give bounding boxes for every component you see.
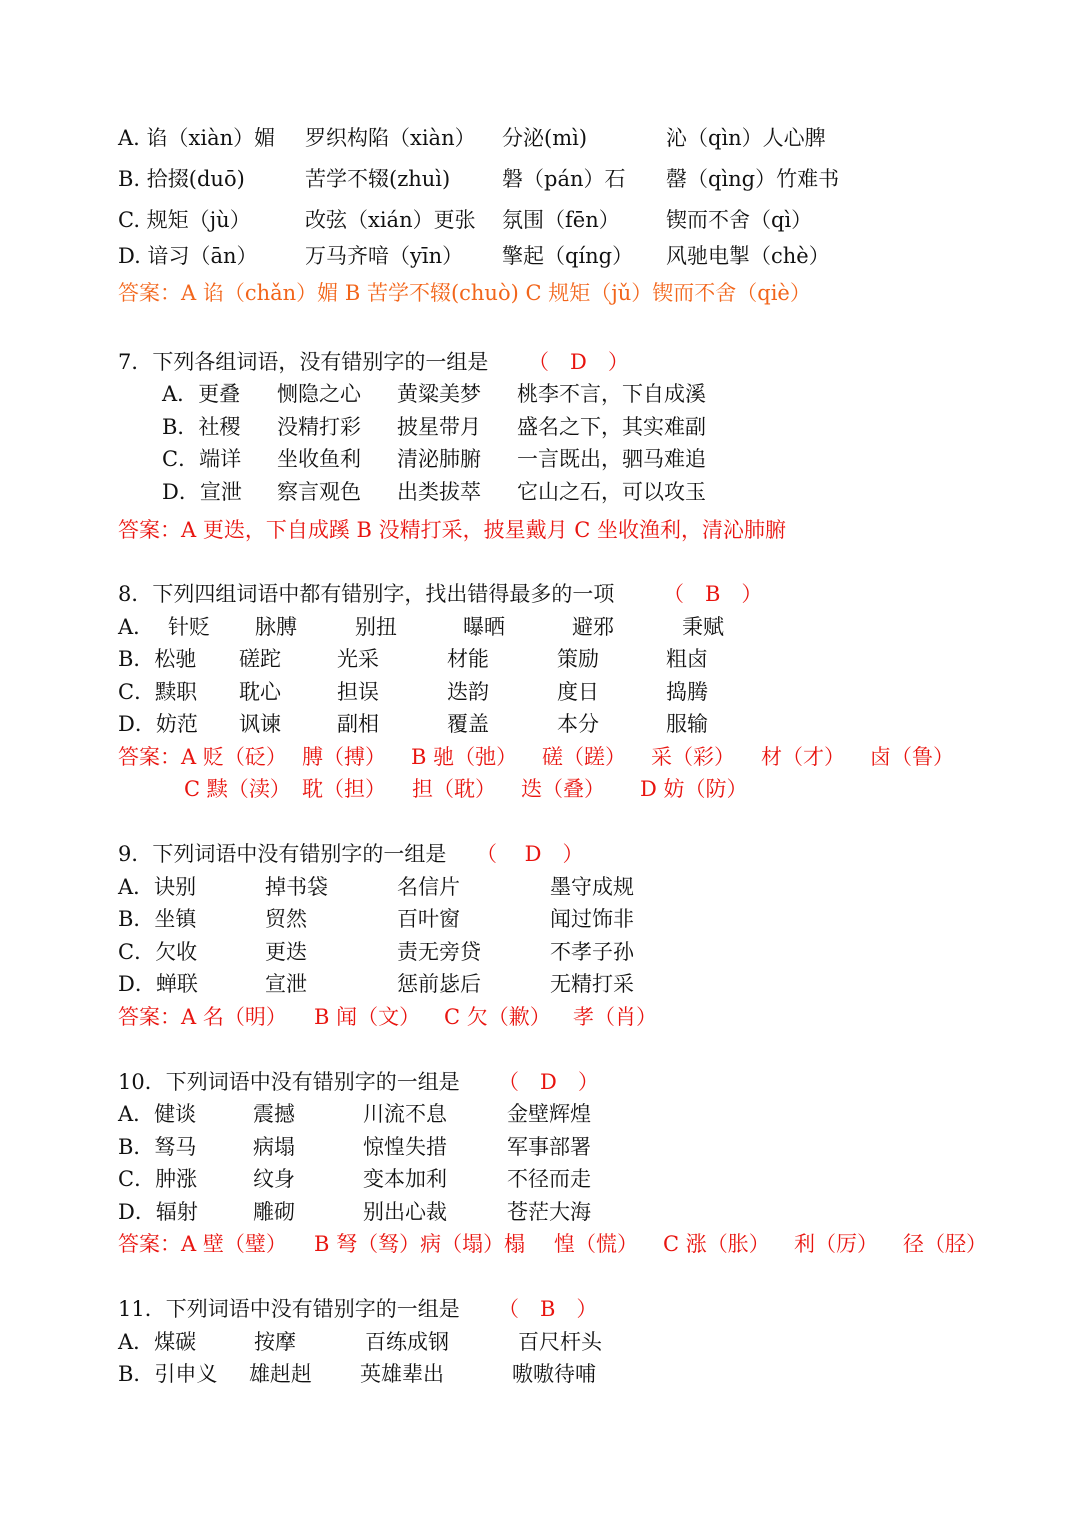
q6-c-3: 氛围（fēn） xyxy=(502,208,620,232)
q9-d-1: D．蝉联 xyxy=(118,972,198,996)
q9-b-3: 百叶窗 xyxy=(397,907,460,931)
q10-b-3: 惊惶失措 xyxy=(363,1135,447,1159)
q10-d-3: 别出心裁 xyxy=(363,1200,447,1224)
q8-c-2: 耽心 xyxy=(239,680,281,704)
q11-stem: 11．下列词语中没有错别字的一组是 xyxy=(118,1297,460,1321)
q8-d-1: D．妨范 xyxy=(118,712,198,736)
q10-ans-3: 惶（慌） xyxy=(554,1232,638,1256)
q8-ans-8: C 黩（渎） xyxy=(184,777,291,801)
q10-c-4: 不径而走 xyxy=(507,1167,591,1191)
q11-key: （ B ） xyxy=(498,1297,598,1321)
q7-answer: 答案：A 更迭，下自成蹊 B 没精打采，披星戴月 C 坐收渔利，清沁肺腑 xyxy=(118,518,787,542)
q8-ans-5: 采（彩） xyxy=(651,745,735,769)
q11-a-1: A．煤碳 xyxy=(118,1330,197,1354)
q9-ans-2: B 闻（文） xyxy=(314,1005,421,1029)
q7-a-3: 黄粱美梦 xyxy=(397,382,481,406)
q8-ans-4: 磋（蹉） xyxy=(542,745,626,769)
q9-ans-1: 答案：A 名（明） xyxy=(118,1005,287,1029)
q7-d-1: D．宣泄 xyxy=(162,480,242,504)
q6-b-1: B. 拾掇(duō) xyxy=(118,167,245,191)
q7-b-1: B．社稷 xyxy=(162,415,241,439)
q10-a-4: 金壁辉煌 xyxy=(507,1102,591,1126)
q7-b-3: 披星带月 xyxy=(397,415,481,439)
q10-ans-2: B 弩（驽）病（塌）榻 xyxy=(314,1232,526,1256)
q7-c-2: 坐收鱼利 xyxy=(277,447,361,471)
q8-ans-10: 担（耽） xyxy=(412,777,496,801)
q11-b-2: 雄赳赳 xyxy=(249,1362,312,1386)
q8-a-1: 针贬 xyxy=(168,615,210,639)
q9-c-3: 责无旁贷 xyxy=(397,940,481,964)
q8-c-4: 迭韵 xyxy=(447,680,489,704)
q8-c-1: C．黩职 xyxy=(118,680,198,704)
q10-ans-5: 利（厉） xyxy=(794,1232,878,1256)
q10-d-2: 雕砌 xyxy=(253,1200,295,1224)
q10-ans-4: C 涨（胀） xyxy=(663,1232,770,1256)
q8-ans-9: 耽（担） xyxy=(302,777,386,801)
q8-ans-2: 膊（搏） xyxy=(302,745,386,769)
q8-d-5: 本分 xyxy=(557,712,599,736)
q8-b-4: 材能 xyxy=(447,647,489,671)
q7-c-4: 一言既出，驷马难追 xyxy=(517,447,706,471)
q8-b-1: B．松驰 xyxy=(118,647,197,671)
q6-a-1: A. 谄（xiàn）媚 xyxy=(118,126,276,150)
q9-b-1: B．坐镇 xyxy=(118,907,197,931)
q9-c-1: C．欠收 xyxy=(118,940,198,964)
q10-a-2: 震撼 xyxy=(253,1102,295,1126)
q10-b-4: 军事部署 xyxy=(507,1135,591,1159)
q11-a-2: 按摩 xyxy=(254,1330,296,1354)
q8-stem: 8．下列四组词语中都有错别字，找出错得最多的一项 xyxy=(118,582,615,606)
q7-a-4: 桃李不言，下自成溪 xyxy=(517,382,706,406)
q9-d-3: 惩前毖后 xyxy=(397,972,481,996)
q6-c-1: C. 规矩（jù） xyxy=(118,208,251,232)
q6-b-2: 苦学不辍(zhuì) xyxy=(305,167,451,191)
q7-c-3: 清泌肺腑 xyxy=(397,447,481,471)
q7-d-2: 察言观色 xyxy=(277,480,361,504)
q8-b-6: 粗卤 xyxy=(666,647,708,671)
q11-b-1: B．引申义 xyxy=(118,1362,218,1386)
q8-b-5: 策励 xyxy=(557,647,599,671)
q6-d-1: D. 谙习（ān） xyxy=(118,244,258,268)
q8-a-5: 避邪 xyxy=(572,615,614,639)
q8-a-6: 秉赋 xyxy=(682,615,724,639)
q10-c-2: 纹身 xyxy=(253,1167,295,1191)
q7-a-1: A．更叠 xyxy=(162,382,241,406)
q8-d-3: 副相 xyxy=(337,712,379,736)
q9-a-3: 名信片 xyxy=(397,875,460,899)
q9-b-4: 闻过饰非 xyxy=(550,907,634,931)
q7-b-2: 没精打彩 xyxy=(277,415,361,439)
q9-d-4: 无精打采 xyxy=(550,972,634,996)
q9-a-4: 墨守成规 xyxy=(550,875,634,899)
q11-b-4: 嗷嗷待哺 xyxy=(512,1362,596,1386)
q10-d-4: 苍茫大海 xyxy=(507,1200,591,1224)
q9-stem: 9．下列词语中没有错别字的一组是 xyxy=(118,842,447,866)
q9-a-1: A．诀别 xyxy=(118,875,197,899)
q9-ans-3: C 欠（歉） xyxy=(444,1005,551,1029)
q6-answer: 答案：A 谄（chǎn）媚 B 苦学不辍(chuò) C 规矩（jǔ）锲而不舍（qiè） xyxy=(118,281,811,305)
q11-a-4: 百尺杆头 xyxy=(518,1330,602,1354)
q11-a-3: 百练成钢 xyxy=(365,1330,449,1354)
q6-d-4: 风驰电掣（chè） xyxy=(666,244,830,268)
q10-c-1: C．肿涨 xyxy=(118,1167,198,1191)
q6-d-3: 擎起（qíng） xyxy=(502,244,634,268)
q8-ans-7: 卤（鲁） xyxy=(870,745,954,769)
q9-d-2: 宣泄 xyxy=(265,972,307,996)
q6-b-4: 罄（qìng）竹难书 xyxy=(666,167,840,191)
q10-stem: 10．下列词语中没有错别字的一组是 xyxy=(118,1070,460,1094)
q8-ans-3: B 驰（弛） xyxy=(411,745,518,769)
q10-ans-1: 答案：A 壁（璧） xyxy=(118,1232,287,1256)
q6-c-4: 锲而不舍（qì） xyxy=(666,208,813,232)
q11-b-3: 英雄辈出 xyxy=(360,1362,444,1386)
q9-b-2: 贸然 xyxy=(265,907,307,931)
q6-b-3: 磐（pán）石 xyxy=(502,167,626,191)
q10-a-1: A．健谈 xyxy=(118,1102,197,1126)
q10-b-2: 病塌 xyxy=(253,1135,295,1159)
q7-stem: 7．下列各组词语，没有错别字的一组是 xyxy=(118,350,489,374)
q6-d-2: 万马齐喑（yīn） xyxy=(305,244,464,268)
q9-key: （ D ） xyxy=(476,842,584,866)
q6-c-2: 改弦（xián）更张 xyxy=(305,208,476,232)
q8-ans-1: 答案：A 贬（砭） xyxy=(118,745,287,769)
q7-d-3: 出类拔萃 xyxy=(397,480,481,504)
q9-c-4: 不孝子孙 xyxy=(550,940,634,964)
q9-c-2: 更迭 xyxy=(265,940,307,964)
q7-a-2: 恻隐之心 xyxy=(277,382,361,406)
q10-c-3: 变本加利 xyxy=(363,1167,447,1191)
q10-a-3: 川流不息 xyxy=(363,1102,447,1126)
q10-b-1: B．驽马 xyxy=(118,1135,197,1159)
q10-d-1: D．辐射 xyxy=(118,1200,198,1224)
q9-a-2: 掉书袋 xyxy=(265,875,328,899)
q8-ans-12: D 妨（防） xyxy=(640,777,748,801)
q8-c-5: 度日 xyxy=(557,680,599,704)
q7-d-4: 它山之石，可以攻玉 xyxy=(517,480,706,504)
q8-d-2: 讽谏 xyxy=(239,712,281,736)
q8-key: （ B ） xyxy=(663,582,763,606)
q10-ans-6: 径（胫） xyxy=(903,1232,987,1256)
q8-a-4: 曝晒 xyxy=(463,615,505,639)
q10-key: （ D ） xyxy=(498,1070,599,1094)
q8-c-3: 担误 xyxy=(337,680,379,704)
q6-a-3: 分泌(mì) xyxy=(502,126,588,150)
q8-a-3: 别扭 xyxy=(355,615,397,639)
q8-a-label: A． xyxy=(118,615,155,639)
q7-b-4: 盛名之下，其实难副 xyxy=(517,415,706,439)
q8-ans-6: 材（才） xyxy=(761,745,845,769)
q8-d-4: 覆盖 xyxy=(447,712,489,736)
q8-b-2: 磋跎 xyxy=(239,647,281,671)
q8-a-2: 脉膊 xyxy=(255,615,297,639)
q6-a-4: 沁（qìn）人心脾 xyxy=(666,126,826,150)
q8-b-3: 光采 xyxy=(337,647,379,671)
q8-ans-11: 迭（叠） xyxy=(521,777,605,801)
q8-c-6: 捣腾 xyxy=(666,680,708,704)
q7-c-1: C．端详 xyxy=(162,447,242,471)
q8-d-6: 服输 xyxy=(666,712,708,736)
q7-key: （ D ） xyxy=(528,350,629,374)
q9-ans-4: 孝（肖） xyxy=(573,1005,657,1029)
q6-a-2: 罗织构陷（xiàn） xyxy=(305,126,476,150)
